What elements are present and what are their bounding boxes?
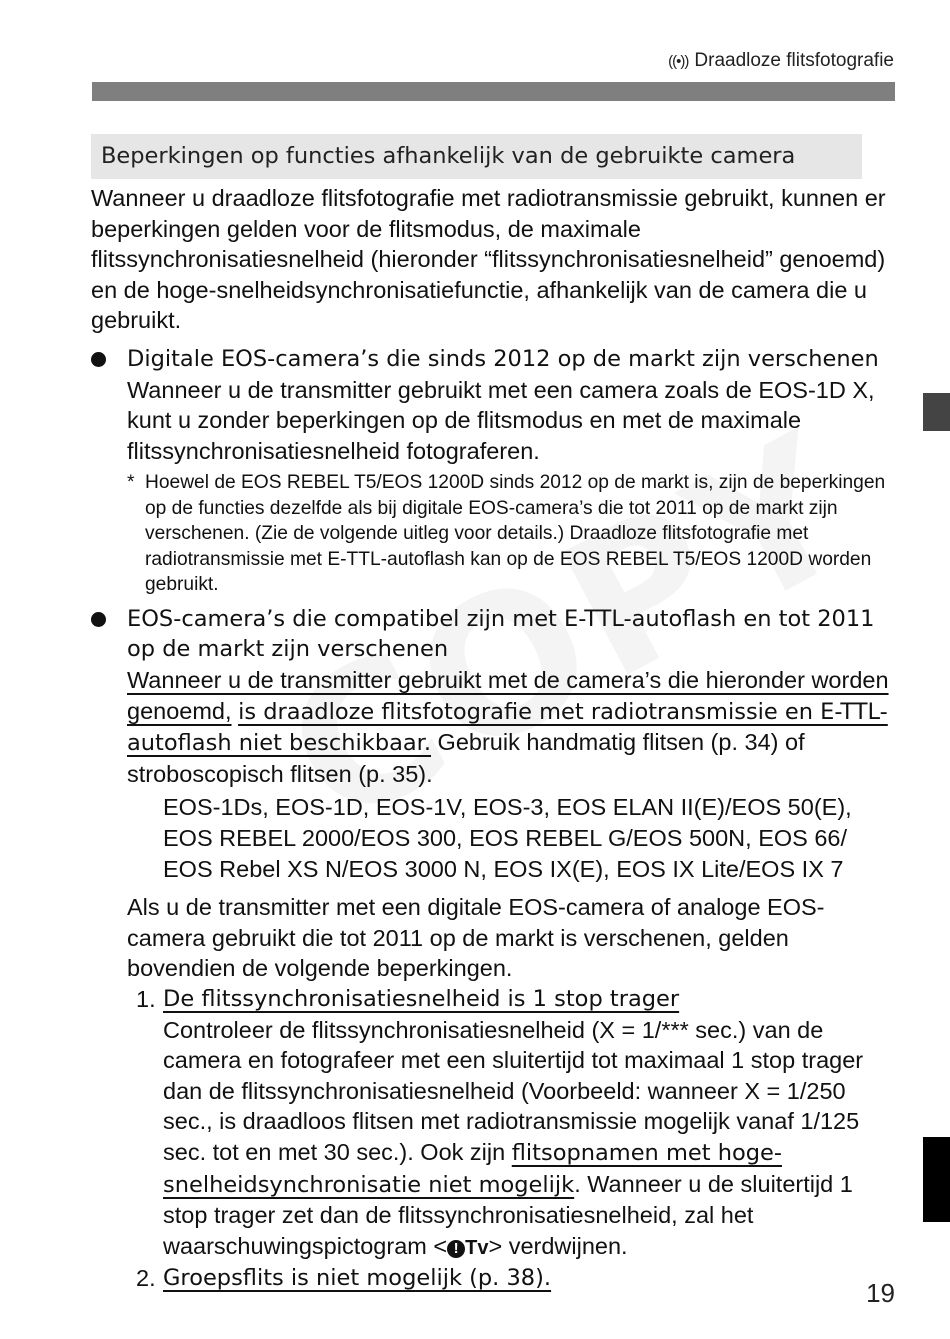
bullet-dot-icon: [91, 352, 106, 367]
footnote-text: Hoewel de EOS REBEL T5/EOS 1200D sinds 2012 op de markt is, zijn de beperkingen op de functies dezelfde als bij digitale EOS-camera’s die tot 2011 op de markt zijn verschenen. (Zie de volgende uitleg voor details.) Draadloze flitsfotografie met radiotransmissie met E-TTL-autoflash kan op de EOS REBEL T5/EOS 1200D worden gebruikt.: [145, 472, 886, 596]
item-number: 1.: [136, 985, 156, 1012]
chapter-tab-marker-current: [923, 1137, 950, 1222]
intro-paragraph: Wanneer u draadloze flitsfotografie met radiotransmissie gebruikt, kunnen er beperkingen gelden voor de flitsmodus, de maximale flitssynchronisatiesnelheid (hieronder “flitssynchronisatiesnelheid” genoemd) en de hoge-snelheidsynchronisatiefunctie, afhankelijk van de camera die u gebruikt.: [91, 185, 886, 334]
footnote: [127, 470, 901, 598]
underlined-warning: flitsopnamen met hoge-snelheidsynchronisatie niet mogelijk: [163, 1139, 782, 1198]
underlined-warning: Wanneer u de transmitter gebruikt met de camera’s die hieronder worden genoemd,: [127, 667, 889, 724]
chapter-tab-marker: [923, 393, 950, 431]
main-content: [91, 183, 901, 1294]
tv-mode-icon: Tv: [465, 1236, 489, 1259]
bullet-item: [91, 604, 901, 1294]
bullet-body: [127, 665, 901, 789]
restrictions-intro: Als u de transmitter met een digitale EOS-camera of analoge EOS-camera gebruikt die tot 2011 op de markt is verschenen, gelden bovendien de volgende beperkingen.: [127, 894, 825, 982]
numbered-item: [127, 984, 901, 1263]
header-bar: [92, 82, 895, 101]
item-title: Groepsflits is niet mogelijk (p. 38).: [163, 1265, 552, 1292]
camera-list: EOS-1Ds, EOS-1D, EOS-1V, EOS-3, EOS ELAN II(E)/EOS 50(E), EOS REBEL 2000/EOS 300, EOS REBEL G/EOS 500N, EOS 66/ EOS Rebel XS N/EOS 3000 N, EOS IX(E), EOS IX Lite/EOS IX 7: [163, 794, 852, 882]
item-body-end: verdwijnen.: [508, 1232, 628, 1259]
underlined-warning: is draadloze flitsfotografie met radiotransmissie en E-TTL-autoflash niet beschikbaar.: [127, 698, 888, 757]
item-body-text: Controleer de flitssynchronisatiesnelheid (X = 1/*** sec.) van de camera en fotografeer met een sluitertijd tot maximaal 1 stop trager dan de flitssynchronisatiesnelheid (Voorbeeld: wanneer X = 1/250 sec., is draadloos flitsen met radiotransmissie mogelijk vanaf 1/125 sec. tot en met 30 sec.). Ook zijn: [163, 1016, 864, 1165]
numbered-item: [127, 1263, 901, 1294]
page-number: 19: [866, 1278, 895, 1308]
bullet-item: [91, 344, 901, 598]
item-body-text: . Wanneer u de sluitertijd 1 stop trager zet dan de flitssynchronisatiesnelheid, zal het waarschuwingspictogram: [163, 1170, 853, 1259]
bullet-title: EOS-camera’s die compatibel zijn met E-TTL-autoflash en tot 2011 op de markt zijn verschenen: [127, 605, 875, 663]
bullet-dot-icon: [91, 612, 106, 627]
bullet-body-text: Gebruik handmatig flitsen (p. 34) of stroboscopisch flitsen (p. 35).: [127, 729, 805, 787]
bullet-body: Wanneer u de transmitter gebruikt met een camera zoals de EOS-1D X, kunt u zonder beperkingen op de flitsmodus en met de maximale flitssynchronisatiesnelheid fotograferen.: [127, 376, 875, 464]
section-title: Beperkingen op functies afhankelijk van de gebruikte camera: [91, 134, 862, 179]
wireless-icon: ((•)): [668, 52, 689, 70]
item-body: [163, 1015, 901, 1264]
header: [668, 50, 894, 72]
item-number: 2.: [136, 1265, 156, 1292]
warning-icon: !: [447, 1240, 465, 1258]
bullet-title: Digitale EOS-camera’s die sinds 2012 op de markt zijn verschenen: [127, 345, 879, 372]
item-title: De flitssynchronisatiesnelheid is 1 stop trager: [163, 985, 680, 1012]
warning-icon-group: < ! Tv>: [433, 1232, 503, 1259]
footnote-marker: *: [127, 472, 135, 494]
header-title: Draadloze flitsfotografie: [694, 50, 894, 71]
